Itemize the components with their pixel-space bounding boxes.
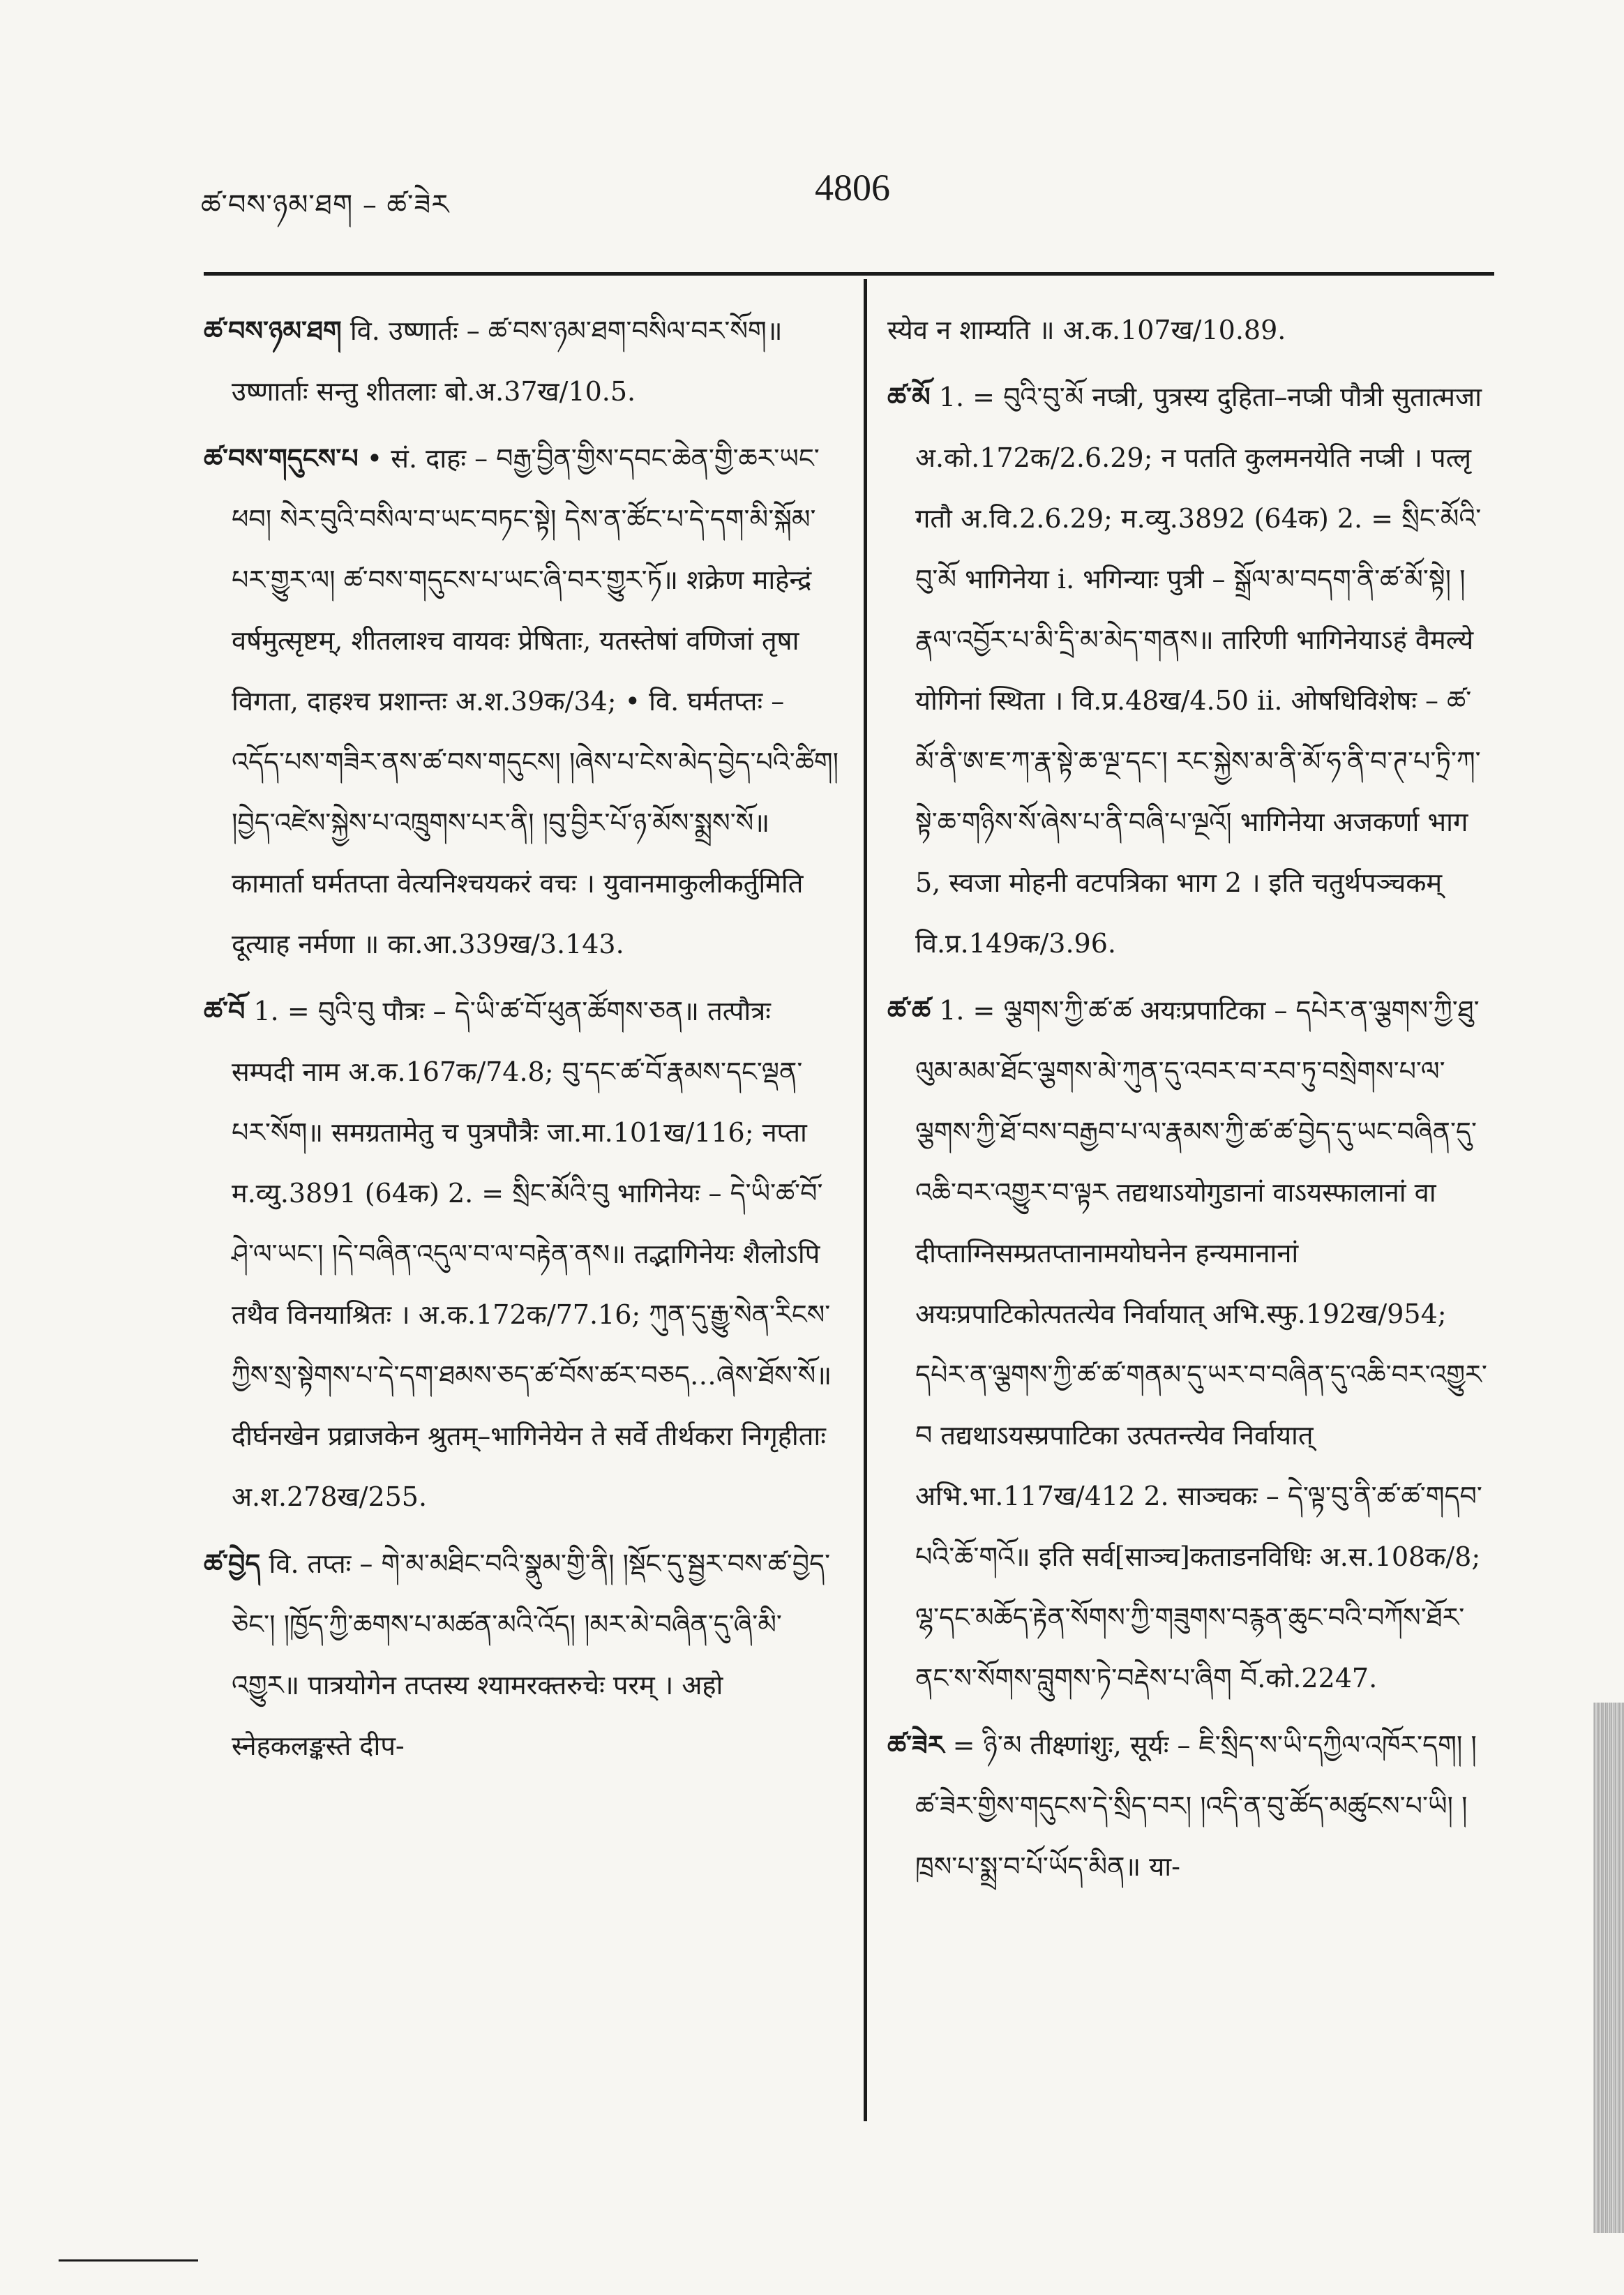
entry-headword: ཚ་བྱེད <box>204 1548 261 1579</box>
entry-headword: ཚ་བས་ཉམ་ཐག <box>204 315 342 346</box>
entry-headword: ཚ་ཚ <box>887 994 931 1026</box>
entry <box>204 1533 839 1777</box>
entry-text: वि. तप्तः – གེ་མ་མཐིང་བའི་སྣུམ་གྱི་ནི། །སྡོང་དུ་སྦྱར་བས་ཚ་བྱེད་ཅེང་། །ཁྱོད་ཀྱི་ཆགས་པ་མཚན་མའི་འོད། །མར་མེ་བཞིན་དུ་ཞི་མི་འགྱུར॥ पात्रयोगेन तप्तस्य श्यामरक्तरुचेः परम् । अहो स्नेहकलङ्कस्ते दीप- <box>232 1548 831 1761</box>
entry-headword: ཚ་བོ <box>204 995 246 1026</box>
header-rule <box>204 272 1494 276</box>
entry <box>204 428 839 975</box>
entry-text: 1. = བུའི་བུ पौत्रः – དེ་ཡི་ཚ་བོ་ཕུན་ཚོགས་ཅན॥ तत्पौत्रः सम्पदी नाम अ.क.167क/74.8; བུ་དང་ཚ་བོ་རྣམས་དང་ལྡན་པར་སོག॥ समग्रतामेतु च पुत्रपौत्रैः जा.मा.101ख/116; नप्ता म.व्यु.3891 (64क) 2. = སྲིང་མོའི་བུ भागिनेयः – དེ་ཡི་ཚ་བོ་ཤེ་ལ་ཡང་། །དེ་བཞིན་འདུལ་བ་ལ་བརྟེན་ནས॥ तद्भागिनेयः शैलोऽपि तथैव विनयाश्रितः । अ.क.172क/77.16; ཀུན་དུ་རྒྱུ་སེན་རིངས་ཀྱིས་སྲ་སྟེགས་པ་དེ་དག་ཐམས་ཅད་ཚ་བོས་ཚར་བཅད…ཞེས་ཐོས་སོ॥ दीर्घनखेन प्रव्राजकेन श्रुतम्–भागिनेयेन ते सर्वे तीर्थकरा निगृहीताः अ.श.278ख/255. <box>232 996 832 1512</box>
left-column <box>204 300 839 1782</box>
entry-text: 1. = ལྕགས་ཀྱི་ཚ་ཚ अयःप्रपाटिका – དཔེར་ན་ལྕགས་ཀྱི་ཐུ་ལུམ་མམ་ཐོང་ལྕགས་མེ་ཀུན་དུ་འབར་བ་རབ་ཏུ་བསྲེགས་པ་ལ་ལྕགས་ཀྱི་ཐོ་བས་བརྒྱབ་པ་ལ་རྣམས་ཀྱི་ཚ་ཚ་བྱེད་དུ་ཡང་བཞིན་དུ་འཆི་བར་འགྱུར་བ་ལྟར तद्यथाऽयोगुडानां वाऽयस्फालानां वा दीप्ताग्निसम्प्रतप्तानामयोघनेन हन्यमानानां अयःप्रपाटिकोत्पतत्येव निर्वायात् अभि.स्फु.192ख/954; དཔེར་ན་ལྕགས་ཀྱི་ཚ་ཚ་གནམ་དུ་ཡར་བ་བཞིན་དུ་འཆི་བར་འགྱུར་བ तद्यथाऽयस्प्रपाटिका उत्पतन्त्येव निर्वायात् अभि.भा.117ख/412 2. साञ्चकः – དེ་ལྟ་བུ་ནི་ཚ་ཚ་གདབ་པའི་ཆོ་གའོ॥ इति सर्व[साञ्च]कताडनविधिः अ.स.108क/8; ལྷ་དང་མཆོད་རྟེན་སོགས་ཀྱི་གཟུགས་བརྙན་ཆུང་བའི་བཀོས་ཐོར་ནང་ས་སོགས་བླུགས་ཏེ་བརྡེས་པ་ཞིག བོ.को.2247. <box>915 995 1487 1694</box>
entry <box>204 300 839 422</box>
entry-text: • सं. दाहः – བརྒྱ་བྱིན་གྱིས་དབང་ཆེན་གྱི་ཆར་ཡང་ཕབ། སེར་བུའི་བསིལ་བ་ཡང་བཏང་སྟེ། དེས་ན་ཚོང་པ་དེ་དག་མི་སྐོམ་པར་གྱུར་ལ། ཚ་བས་གདུངས་པ་ཡང་ཞི་བར་གྱུར་ཏོ॥ शक्रेण माहेन्द्रं वर्षमुत्सृष्टम्, शीतलाश्च वायवः प्रेषिताः, यतस्तेषां वणिजां तृषा विगता, दाहश्च प्रशान्तः अ.श.39क/34; • वि. घर्मतप्तः – འདོད་པས་གཟིར་ནས་ཚ་བས་གདུངས། །ཞེས་པ་ངེས་མེད་བྱེད་པའི་ཚིག། །བྱེད་འཛེས་སྐྱེས་པ་འཁྲུགས་པར་ནི། །བུ་བྱིར་པོ་ཉ་མོས་སྨྲས་སོ॥ कामार्ता घर्मतप्ता वेत्यनिश्चयकरं वचः । युवानमाकुलीकर्तुमिति दूत्याह नर्मणा ॥ का.आ.339ख/3.143. <box>232 443 839 959</box>
entry-text: वि. उष्णार्तः – ཚ་བས་ཉམ་ཐག་བསིལ་བར་སོག॥ उष्णार्ताः सन्तु शीतलाः बो.अ.37ख/10.5. <box>232 315 783 407</box>
entry <box>887 366 1494 974</box>
entry-headword: ཚ་མོ <box>887 381 931 412</box>
running-head: ཚ་བས་ཉམ་ཐག – ཚ་ཟེར <box>201 189 450 221</box>
column-divider <box>864 279 867 2121</box>
scan-edge <box>1593 1703 1624 2233</box>
entry <box>887 1714 1494 1897</box>
entry <box>887 980 1494 1709</box>
footer-rule <box>59 2259 198 2262</box>
right-column <box>887 300 1494 1903</box>
page-number: 4806 <box>815 167 890 209</box>
entry <box>204 980 839 1527</box>
entry-headword: ཚ་ཟེར <box>887 1729 945 1761</box>
entry-text: 1. = བུའི་བུ་མོ नप्त्री, पुत्रस्य दुहिता–नप्त्री पौत्री सुतात्मजा अ.को.172क/2.6.29; न पतति कुलमनयेति नप्त्री । पत्लृ गतौ अ.वि.2.6.29; म.व्यु.3892 (64क) 2. = སྲིང་མོའི་བུ་མོ भागिनेया i. भगिन्याः पुत्री – སྒྲོལ་མ་བདག་ནི་ཚ་མོ་སྟེ། །རྣལ་འབྱོར་པ་མི་དྲི་མ་མེད་གནས॥ तारिणी भागिनेयाऽहं वैमल्ये योगिनां स्थिता । वि.प्र.48ख/4.50 ii. ओषधिविशेषः – ཚ་མོ་ནི་ཨ་ཇ་ཀ་རྣ་སྟེ་ཆ་ལྔ་དང་། རང་སྐྱེས་མ་ནི་མོ་ཧ་ནི་བ་ཊ་པ་ཏྲི་ཀ་སྟེ་ཆ་གཉིས་སོ་ཞེས་པ་ནི་བཞི་པ་ལྔའོ། भागिनेया अजकर्णा भाग 5, स्वजा मोहनी वटपत्रिका भाग 2 । इति चतुर्थपञ्चकम् वि.प्र.149क/3.96. <box>915 382 1482 959</box>
entry-text: = ཉི་མ तीक्ष्णांशुः, सूर्यः – ཇི་སྲིད་ས་ཡི་དཀྱིལ་འཁོར་དག། །ཚ་ཟེར་གྱིས་གདུངས་དེ་སྲིད་བར། །འདི་ན་བུ་ཚོད་མཚུངས་པ་ཡི། །ཁྲས་པ་སྨྲ་བ་པོ་ཡོད་མིན॥ या- <box>915 1730 1477 1882</box>
entry-text: स्येव न शाम्यति ॥ अ.क.107ख/10.89. <box>887 315 1286 345</box>
entry-continuation <box>887 300 1494 361</box>
entry-headword: ཚ་བས་གདུངས་པ <box>204 442 359 474</box>
